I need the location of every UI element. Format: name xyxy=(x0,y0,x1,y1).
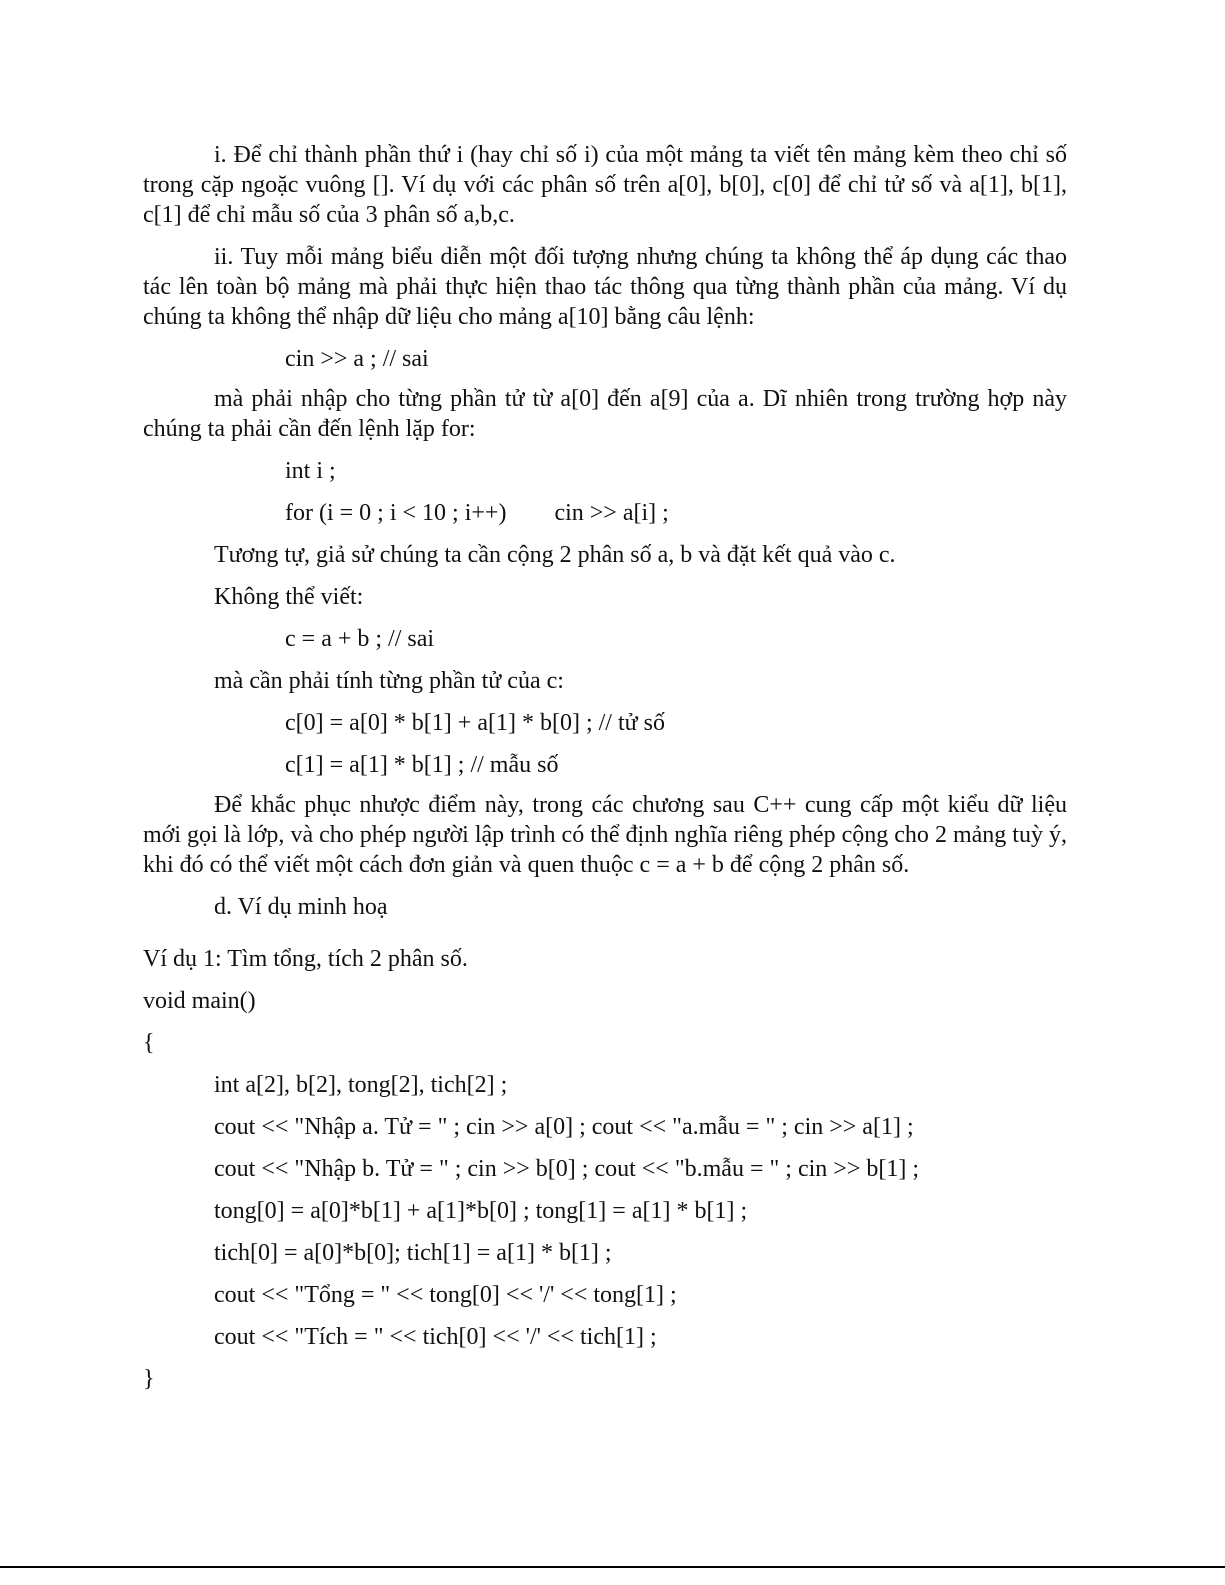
code-line: tong[0] = a[0]*b[1] + a[1]*b[0] ; tong[1] = a[1] * b[1] ; xyxy=(214,1198,748,1224)
code-c1: c[1] = a[1] * b[1] ; // mẫu số xyxy=(285,752,559,778)
code-int-i: int i ; xyxy=(285,458,336,484)
paragraph-cannot: Không thể viết: xyxy=(214,584,364,610)
example-title: Ví dụ 1: Tìm tổng, tích 2 phân số. xyxy=(143,946,468,972)
code-line: void main() xyxy=(143,988,256,1014)
code-line: cout << "Tổng = " << tong[0] << '/' << tong[1] ; xyxy=(214,1282,677,1308)
paragraph-similar: Tương tự, giả sử chúng ta cần cộng 2 phân số a, b và đặt kết quả vào c. xyxy=(214,542,896,568)
paragraph-overcome: Để khắc phục nhược điểm này, trong các chương sau C++ cung cấp một kiểu dữ liệu mới gọi là lớp, và cho phép người lập trình có thể định nghĩa riêng phép cộng cho 2 mảng tuỳ ý, khi đó có thể viết một cách đơn giản và quen thuộc c = a + b để cộng 2 phân số. xyxy=(143,792,1067,878)
code-sum-wrong: c = a + b ; // sai xyxy=(285,626,435,652)
code-line: cout << "Nhập b. Tử = " ; cin >> b[0] ; cout << "b.mẫu = " ; cin >> b[1] ; xyxy=(214,1156,919,1182)
heading-d: d. Ví dụ minh hoạ xyxy=(214,894,388,920)
code-line: int a[2], b[2], tong[2], tich[2] ; xyxy=(214,1072,508,1098)
code-line: { xyxy=(143,1030,155,1056)
code-line: tich[0] = a[0]*b[0]; tich[1] = a[1] * b[1] ; xyxy=(214,1240,612,1266)
code-line: cout << "Tích = " << tich[0] << '/' << tich[1] ; xyxy=(214,1324,657,1350)
bottom-border-line xyxy=(0,1566,1225,1568)
code-cin-wrong: cin >> a ; // sai xyxy=(285,346,429,372)
code-for-body: cin >> a[i] ; xyxy=(554,500,669,526)
code-line: cout << "Nhập a. Tử = " ; cin >> a[0] ; cout << "a.mẫu = " ; cin >> a[1] ; xyxy=(214,1114,914,1140)
page-content xyxy=(143,140,1067,1394)
code-line: } xyxy=(143,1366,155,1392)
code-for-head: for (i = 0 ; i < 10 ; i++) xyxy=(285,500,507,526)
code-c0: c[0] = a[0] * b[1] + a[1] * b[0] ; // tử số xyxy=(285,710,665,736)
paragraph-i: i. Để chỉ thành phần thứ i (hay chỉ số i) của một mảng ta viết tên mảng kèm theo chỉ số trong cặp ngoặc vuông []. Ví dụ với các phân số trên a[0], b[0], c[0] để chỉ tử số và a[1], b[1], c[1] để chỉ mẫu số của 3 phân số a,b,c. xyxy=(143,142,1067,228)
paragraph-ii: ii. Tuy mỗi mảng biểu diễn một đối tượng nhưng chúng ta không thể áp dụng các thao tác lên toàn bộ mảng mà phải thực hiện thao tác thông qua từng thành phần của mảng. Ví dụ chúng ta không thể nhập dữ liệu cho mảng a[10] bằng câu lệnh: xyxy=(143,244,1067,330)
paragraph-must-compute: mà cần phải tính từng phần tử của c: xyxy=(214,668,564,694)
paragraph-must-input: mà phải nhập cho từng phần tử từ a[0] đến a[9] của a. Dĩ nhiên trong trường hợp này chúng ta phải cần đến lệnh lặp for: xyxy=(143,386,1067,442)
code-for-loop xyxy=(143,498,1067,528)
